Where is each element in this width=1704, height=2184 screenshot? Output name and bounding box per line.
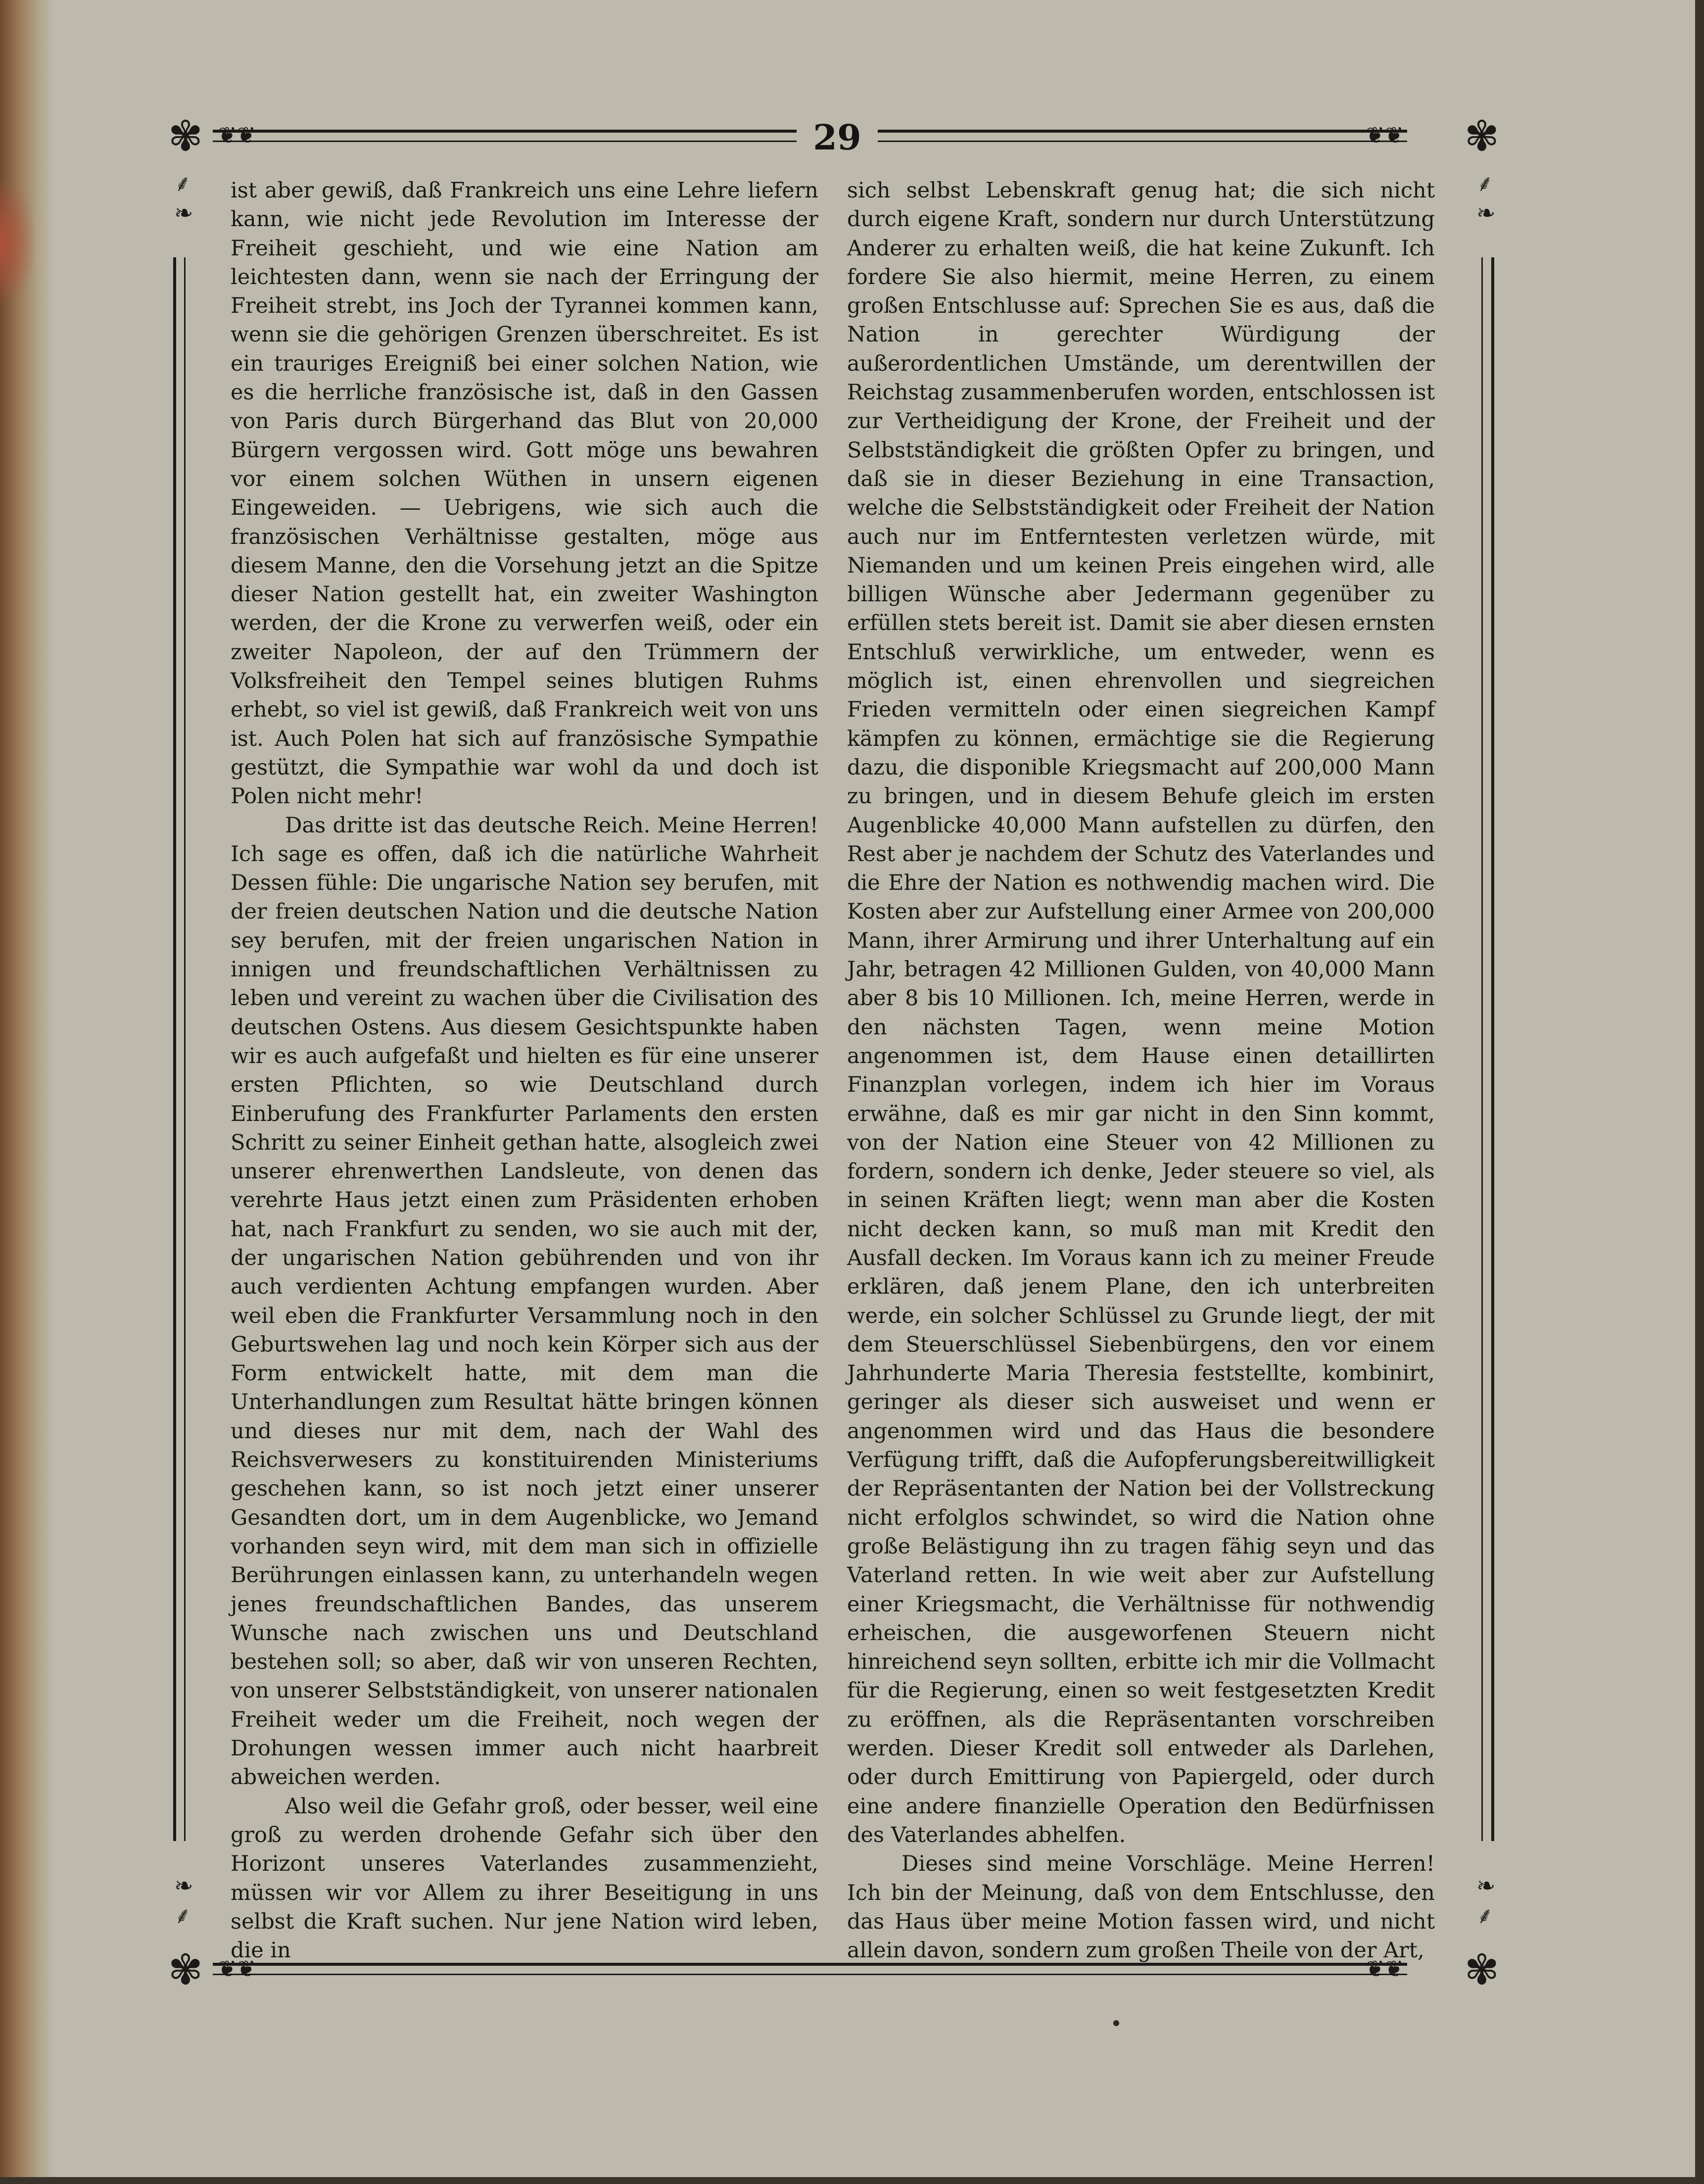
scroll-ornament-icon: ❦❦ xyxy=(1366,122,1404,148)
frame-right-rule-thin xyxy=(1481,257,1483,1841)
scroll-ornament-icon: ❧ ⸙ xyxy=(174,1872,193,1929)
frame-top-rule-left xyxy=(213,130,797,133)
page-edge-right xyxy=(1695,0,1704,2184)
text-column-right xyxy=(847,176,1435,1965)
scroll-ornament-icon: ⸙ ❧ xyxy=(1476,170,1496,226)
scroll-ornament-icon: ❦❦ xyxy=(218,122,256,148)
frame-bottom-rule-thin xyxy=(213,1974,1407,1975)
page-edge-bottom xyxy=(0,2177,1704,2184)
frame-left-rule-thin xyxy=(184,257,186,1841)
scroll-ornament-icon: ❧ ⸙ xyxy=(1476,1872,1496,1929)
frame-top-rule-right-thin xyxy=(878,141,1407,142)
corner-rosette-icon: ✾ xyxy=(1464,1945,1500,1994)
binding-spine xyxy=(0,0,54,2184)
scroll-ornament-icon: ❦❦ xyxy=(1366,1955,1404,1982)
corner-rosette-icon: ✾ xyxy=(168,112,203,160)
corner-rosette-icon: ✾ xyxy=(1464,112,1500,160)
paragraph: Dieses sind meine Vorschläge. Meine Herren! Ich bin der Meinung, daß von dem Entschlusse, den das Haus über meine Motion fassen wird, und nicht allein davon, sondern zum großen Theile von der Art, xyxy=(847,1851,1435,1963)
spine-stain xyxy=(0,178,35,307)
corner-rosette-icon: ✾ xyxy=(168,1945,203,1994)
page-number: 29 xyxy=(813,117,861,158)
ink-dot xyxy=(1113,2020,1119,2026)
frame-top-rule-right xyxy=(878,130,1407,133)
paragraph: sich selbst Lebenskraft genug hat; die sich nicht durch eigene Kraft, sondern nur durch Unterstützung Anderer zu erhalten weiß, die hat keine Zukunft. Ich fordere Sie also hiermit, meine Herren, zu einem großen Entschlusse auf: Sprechen Sie es aus, daß die Nation in gerechter Würdigung der außerordentlichen Umstände, um derentwillen der Reichstag zusammenberufen worden, entschlossen ist zur Vertheidigung der Krone, der Freiheit und der Selbstständigkeit die größten Opfer zu bringen, und daß sie in dieser Beziehung in eine Transaction, welche die Selbstständigkeit oder Freiheit der Nation auch nur im Entferntesten verletzen würde, mit Niemanden und um keinen Preis eingehen wird, alle billigen Wünsche aber Jedermann gegenüber zu erfüllen stets bereit ist. Damit sie aber diesen ernsten Entschluß verwirkliche, um entweder, wenn es möglich ist, einen ehrenvollen und siegreichen Frieden vermitteln oder einen siegreichen Kampf kämpfen zu können, ermächtige sie die Regierung dazu, die disponible Kriegsmacht auf 200,000 Mann zu bringen, und in diesem Behufe gleich im ersten Augenblicke 40,000 Mann aufstellen zu dürfen, den Rest aber je nachdem der Schutz des Vaterlandes und die Ehre der Nation es nothwendig machen wird. Die Kosten aber zur Aufstellung einer Armee von 200,000 Mann, ihrer Armirung und ihrer Unterhaltung auf ein Jahr, betragen 42 Millionen Gulden, von 40,000 Mann aber 8 bis 10 Millionen. Ich, meine Herren, werde in den nächsten Tagen, wenn meine Motion angenommen ist, dem Hause einen detaillirten Finanzplan vorlegen, indem ich hier im Voraus erwähne, daß es mir gar nicht in den Sinn kommt, von der Nation eine Steuer von 42 Millionen zu fordern, sondern ich denke, Jeder steuere so viel, als in seinen Kräften liegt; wenn man aber die Kosten nicht decken kann, so muß man mit Kredit den Ausfall decken. Im Voraus kann ich zu meiner Freude erklären, daß jenem Plane, den ich unterbreiten werde, ein solcher Schlüssel zu Grunde liegt, der mit dem Steuerschlüssel Siebenbürgens, den vor einem Jahrhunderte Maria Theresia feststellte, kombinirt, geringer als dieser sich ausweiset und wenn er angenommen wird und das Haus die besondere Verfügung trifft, daß die Aufopferungsbereitwilligkeit der Repräsentanten der Nation bei der Vollstreckung nicht erfolglos schwindet, so wird die Nation ohne große Belästigung ihn zu tragen fähig seyn und das Vaterland retten. In wie weit aber zur Aufstellung einer Kriegsmacht, die Verhältnisse für nothwendig erheischen, die ausgeworfenen Steuern nicht hinreichend seyn sollten, erbitte ich mir die Vollmacht für die Regierung, einen so weit festgesetzten Kredit zu eröffnen, als die Repräsentanten vorschreiben werden. Dieser Kredit soll entweder als Darlehen, oder durch Emittirung von Papiergeld, oder durch eine andere finanzielle Operation den Bedürfnissen des Vaterlandes abhelfen. xyxy=(847,178,1435,1847)
frame-left-rule xyxy=(173,257,176,1841)
scroll-ornament-icon: ⸙ ❧ xyxy=(174,170,193,226)
text-column-left xyxy=(231,176,818,1965)
frame-top-rule-left-thin xyxy=(213,141,797,142)
paragraph: Das dritte ist das deutsche Reich. Meine Herren! Ich sage es offen, daß ich die natürliche Wahrheit Dessen fühle: Die ungarische Nation sey berufen, mit der freien deutschen Nation und die deutsche Nation sey berufen, mit der freien ungarischen Nation in innigen und freundschaftlichen Verhältnissen zu leben und vereint zu wachen über die Civilisation des deutschen Ostens. Aus diesem Gesichtspunkte haben wir es auch aufgefaßt und hielten es für eine unserer ersten Pflichten, so wie Deutschland durch Einberufung des Frankfurter Parlaments den ersten Schritt zu seiner Einheit gethan hatte, alsogleich zwei unserer ehrenwerthen Landsleute, von denen das verehrte Haus jetzt einen zum Präsidenten erhoben hat, nach Frankfurt zu senden, wo sie auch mit der, der ungarischen Nation gebührenden und von ihr auch verdienten Achtung empfangen wurden. Aber weil eben die Frankfurter Versammlung noch in den Geburtswehen lag und noch kein Körper sich aus der Form entwickelt hatte, mit dem man die Unterhandlungen zum Resultat hätte bringen können und dieses nur mit dem, nach der Wahl des Reichsverwesers zu konstituirenden Ministeriums geschehen kann, so ist noch jetzt einer unserer Gesandten dort, um in dem Augenblicke, wo Jemand vorhanden seyn wird, mit dem man sich in offizielle Berührungen einlassen kann, zu unterhandeln wegen jenes freundschaftlichen Bandes, das unserem Wunsche nach zwischen uns und Deutschland bestehen soll; so aber, daß wir von unseren Rechten, von unserer Selbstständigkeit, von unserer nationalen Freiheit weder um die Freiheit, noch wegen der Drohungen wessen immer auch nicht haarbreit abweichen werden. xyxy=(231,813,818,1790)
paragraph: ist aber gewiß, daß Frankreich uns eine Lehre liefern kann, wie nicht jede Revolution im Interesse der Freiheit geschieht, und wie eine Nation am leichtesten dann, wenn sie nach der Erringung der Freiheit strebt, ins Joch der Tyrannei kommen kann, wenn sie die gehörigen Grenzen überschreitet. Es ist ein trauriges Ereigniß bei einer solchen Nation, wie es die herrliche französische ist, daß in den Gassen von Paris durch Bürgerhand das Blut von 20,000 Bürgern vergossen wird. Gott möge uns bewahren vor einem solchen Wüthen in unsern eigenen Eingeweiden. — Uebrigens, wie sich auch die französischen Verhältnisse gestalten, möge aus diesem Manne, den die Vorsehung jetzt an die Spitze dieser Nation gestellt hat, ein zweiter Washington werden, der die Krone zu verwerfen weiß, oder ein zweiter Napoleon, der auf den Trümmern der Volksfreiheit den Tempel seines blutigen Ruhms erhebt, so viel ist gewiß, daß Frankreich weit von uns ist. Auch Polen hat sich auf französische Sympathie gestützt, die Sympathie war wohl da und doch ist Polen nicht mehr! xyxy=(231,178,818,809)
paragraph: Also weil die Gefahr groß, oder besser, weil eine groß zu werden drohende Gefahr sich über den Horizont unseres Vaterlandes zusammenzieht, müssen wir vor Allem zu ihrer Beseitigung in uns selbst die Kraft suchen. Nur jene Nation wird leben, die in xyxy=(231,1794,818,1963)
scroll-ornament-icon: ❦❦ xyxy=(218,1955,256,1982)
frame-right-rule xyxy=(1491,257,1494,1841)
